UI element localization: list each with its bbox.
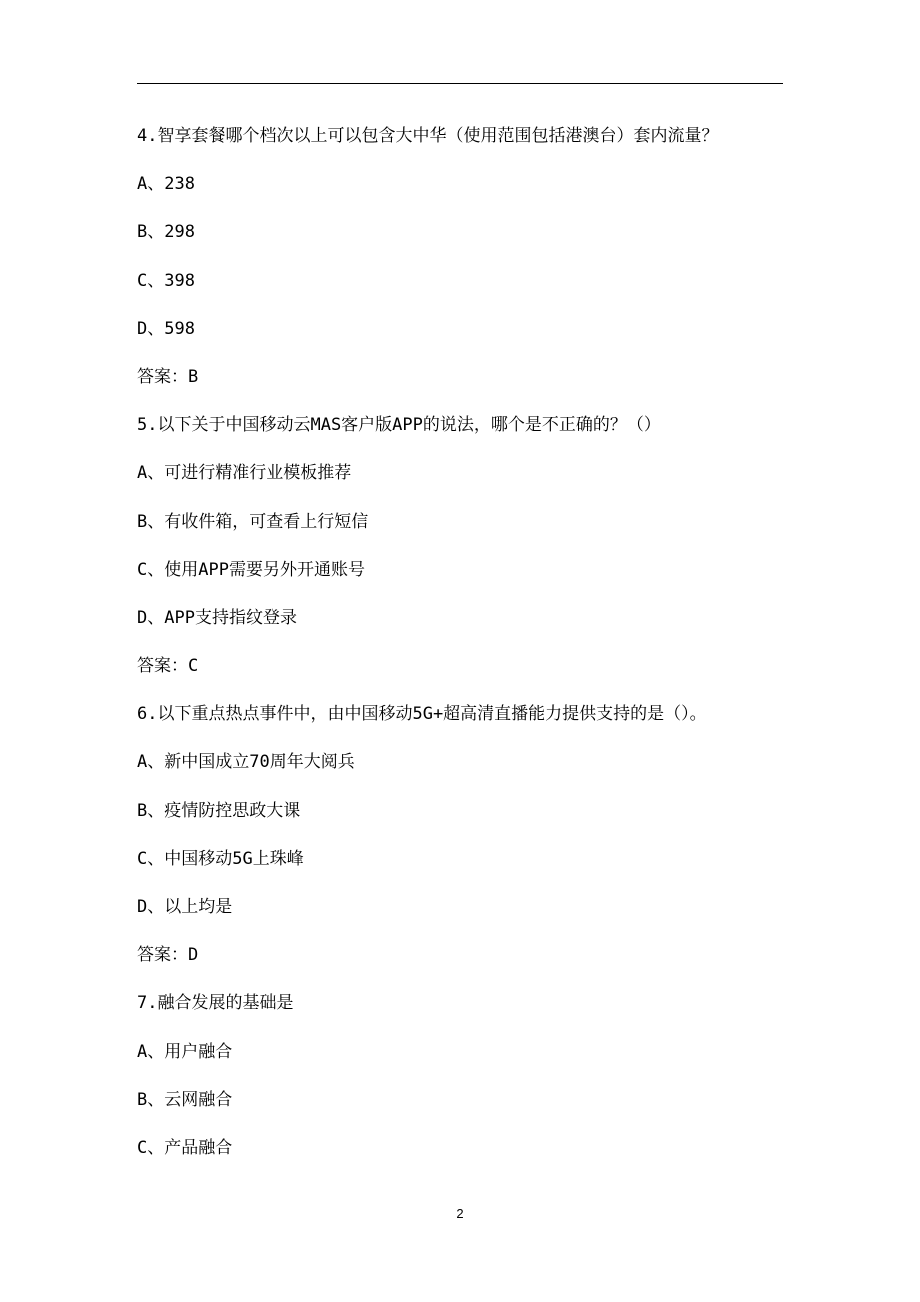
q6-option-d: D、以上均是 bbox=[137, 897, 233, 917]
q5-answer: 答案：C bbox=[137, 656, 199, 677]
q6-option-b: B、疫情防控思政大课 bbox=[137, 800, 301, 821]
q5-option-b: B、有收件箱，可查看上行短信 bbox=[137, 511, 369, 532]
q7-option-c: C、产品融合 bbox=[137, 1137, 233, 1158]
q7-option-a: A、用户融合 bbox=[137, 1041, 233, 1062]
header-rule bbox=[137, 83, 783, 84]
q4-answer: 答案：B bbox=[137, 366, 199, 387]
q6-option-a: A、新中国成立70周年大阅兵 bbox=[137, 752, 355, 773]
q5-option-a: A、可进行精准行业模板推荐 bbox=[137, 463, 352, 484]
q4-option-b: B、298 bbox=[137, 222, 195, 243]
question-4: 4.智享套餐哪个档次以上可以包含大中华（使用范围包括港澳台）套内流量？ bbox=[137, 126, 719, 146]
q4-option-d: D、598 bbox=[137, 318, 195, 339]
page-number: 2 bbox=[456, 1206, 464, 1221]
q5-option-c: C、使用APP需要另外开通账号 bbox=[137, 559, 365, 580]
q4-option-c: C、398 bbox=[137, 270, 195, 291]
question-7: 7.融合发展的基础是 bbox=[137, 993, 294, 1014]
question-6: 6.以下重点热点事件中，由中国移动5G+超高清直播能力提供支持的是（）。 bbox=[137, 704, 707, 725]
q6-answer: 答案：D bbox=[137, 945, 199, 966]
q4-option-a: A、238 bbox=[137, 174, 195, 195]
q6-option-c: C、中国移动5G上珠峰 bbox=[137, 848, 304, 869]
document-body bbox=[137, 116, 797, 1176]
q7-option-b: B、云网融合 bbox=[137, 1089, 233, 1110]
question-5: 5.以下关于中国移动云MAS客户版APP的说法，哪个是不正确的？（） bbox=[137, 415, 661, 436]
q5-option-d: D、APP支持指纹登录 bbox=[137, 607, 297, 628]
